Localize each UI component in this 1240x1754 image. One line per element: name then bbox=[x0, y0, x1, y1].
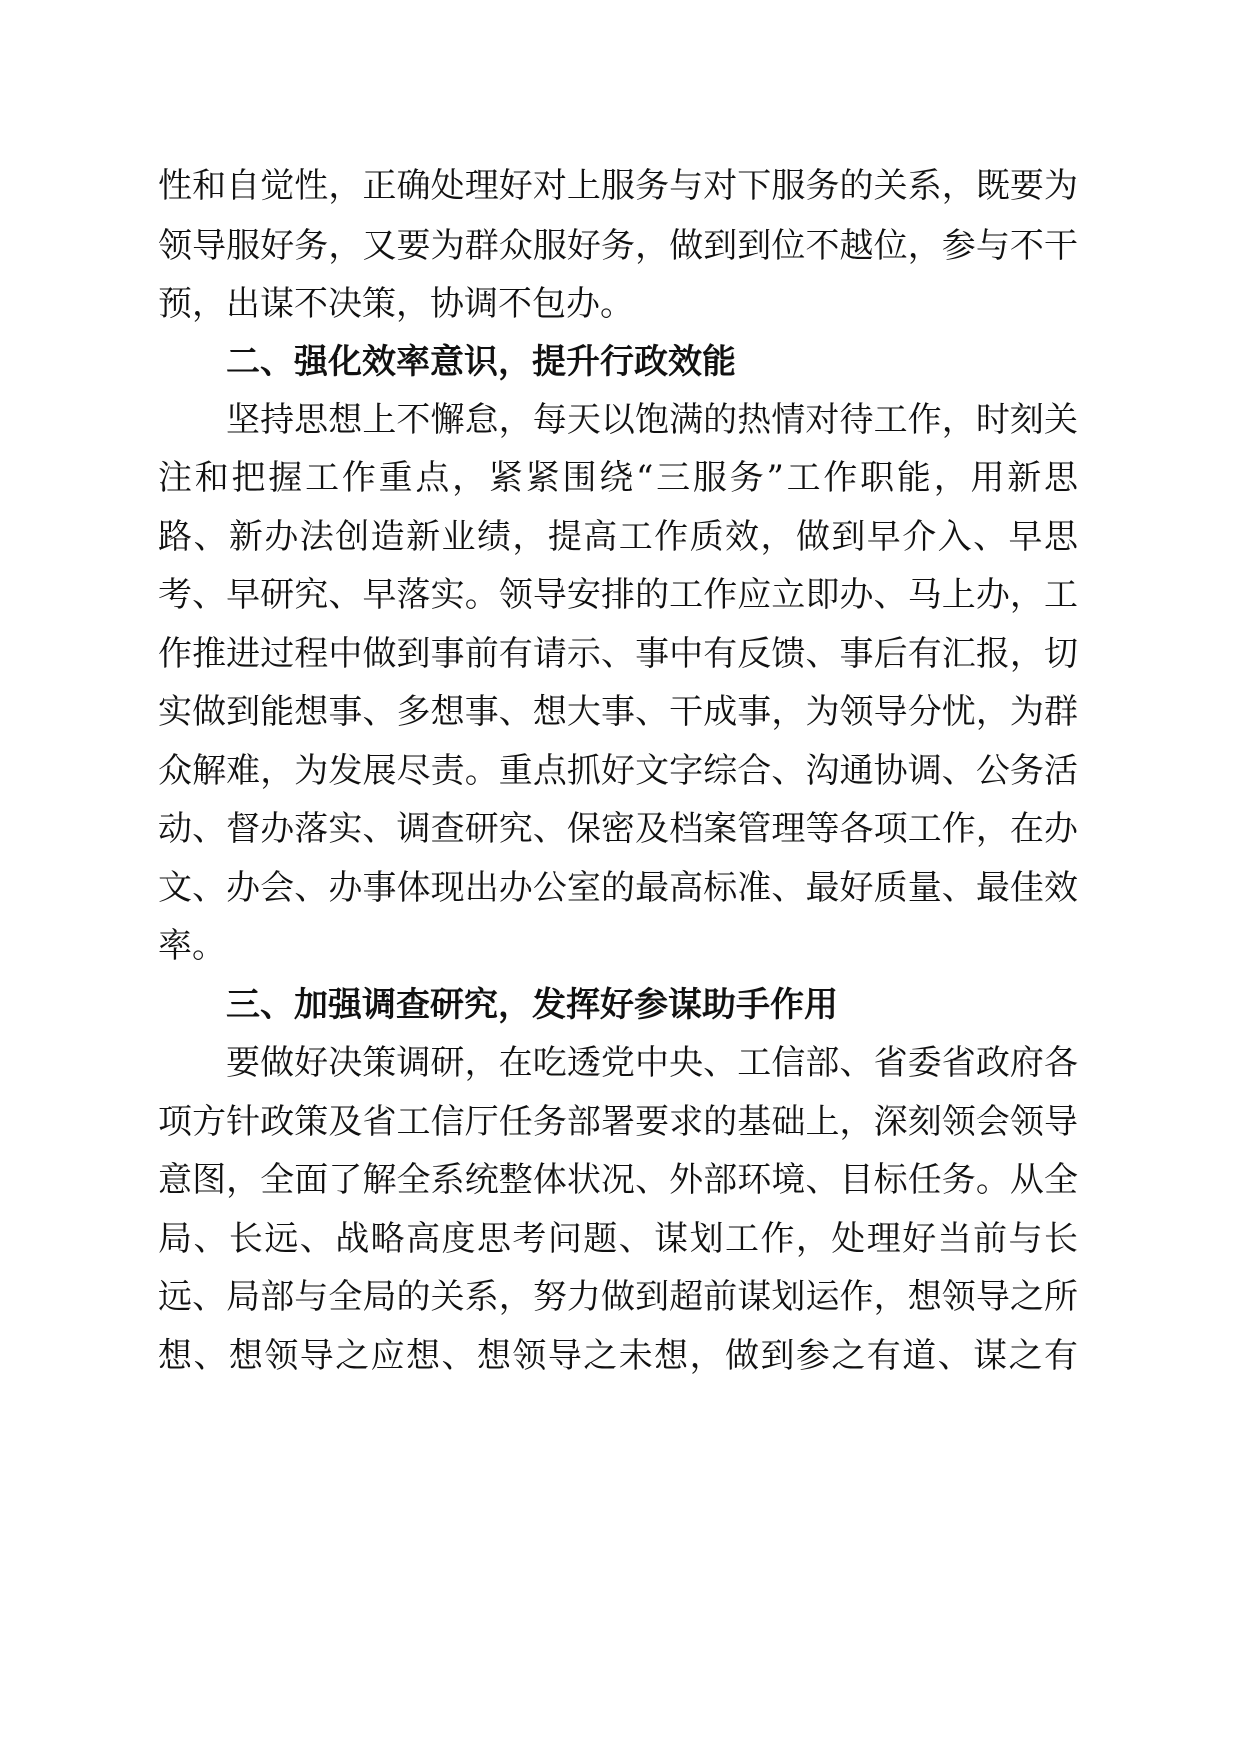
paragraph-line: 众解难，为发展尽责。重点抓好文字综合、沟通协调、公务活 bbox=[158, 751, 1078, 791]
paragraph-line: 局、长远、战略高度思考问题、谋划工作，处理好当前与长 bbox=[158, 1219, 1078, 1259]
paragraph-line: 领导服好务，又要为群众服好务，做到到位不越位，参与不干 bbox=[158, 226, 1078, 266]
paragraph-line: 意图，全面了解全系统整体状况、外部环境、目标任务。从全 bbox=[158, 1160, 1078, 1200]
paragraph-line: 文、办会、办事体现出办公室的最高标准、最好质量、最佳效 bbox=[158, 868, 1078, 908]
paragraph-line: 想、想领导之应想、想领导之未想，做到参之有道、谋之有 bbox=[158, 1336, 1078, 1376]
paragraph-line: 坚持思想上不懈怠，每天以饱满的热情对待工作，时刻关 bbox=[226, 400, 1078, 440]
paragraph-line: 注和把握工作重点，紧紧围绕“三服务”工作职能，用新思 bbox=[158, 458, 1078, 498]
paragraph-line: 动、督办落实、调查研究、保密及档案管理等各项工作，在办 bbox=[158, 809, 1078, 849]
paragraph-line: 作推进过程中做到事前有请示、事中有反馈、事后有汇报，切 bbox=[158, 634, 1078, 674]
section-heading: 二、强化效率意识，提升行政效能 bbox=[226, 342, 736, 382]
section-heading: 三、加强调查研究，发挥好参谋助手作用 bbox=[226, 985, 838, 1025]
paragraph-line: 远、局部与全局的关系，努力做到超前谋划运作，想领导之所 bbox=[158, 1277, 1078, 1317]
paragraph-line: 率。 bbox=[158, 926, 226, 966]
paragraph-line: 实做到能想事、多想事、想大事、干成事，为领导分忧，为群 bbox=[158, 692, 1078, 732]
paragraph-line: 考、早研究、早落实。领导安排的工作应立即办、马上办，工 bbox=[158, 575, 1078, 615]
paragraph-line: 要做好决策调研，在吃透党中央、工信部、省委省政府各 bbox=[226, 1043, 1078, 1083]
paragraph-line: 预，出谋不决策，协调不包办。 bbox=[158, 284, 634, 324]
paragraph-line: 路、新办法创造新业绩，提高工作质效，做到早介入、早思 bbox=[158, 517, 1078, 557]
paragraph-line: 性和自觉性，正确处理好对上服务与对下服务的关系，既要为 bbox=[158, 166, 1078, 206]
paragraph-line: 项方针政策及省工信厅任务部署要求的基础上，深刻领会领导 bbox=[158, 1102, 1078, 1142]
